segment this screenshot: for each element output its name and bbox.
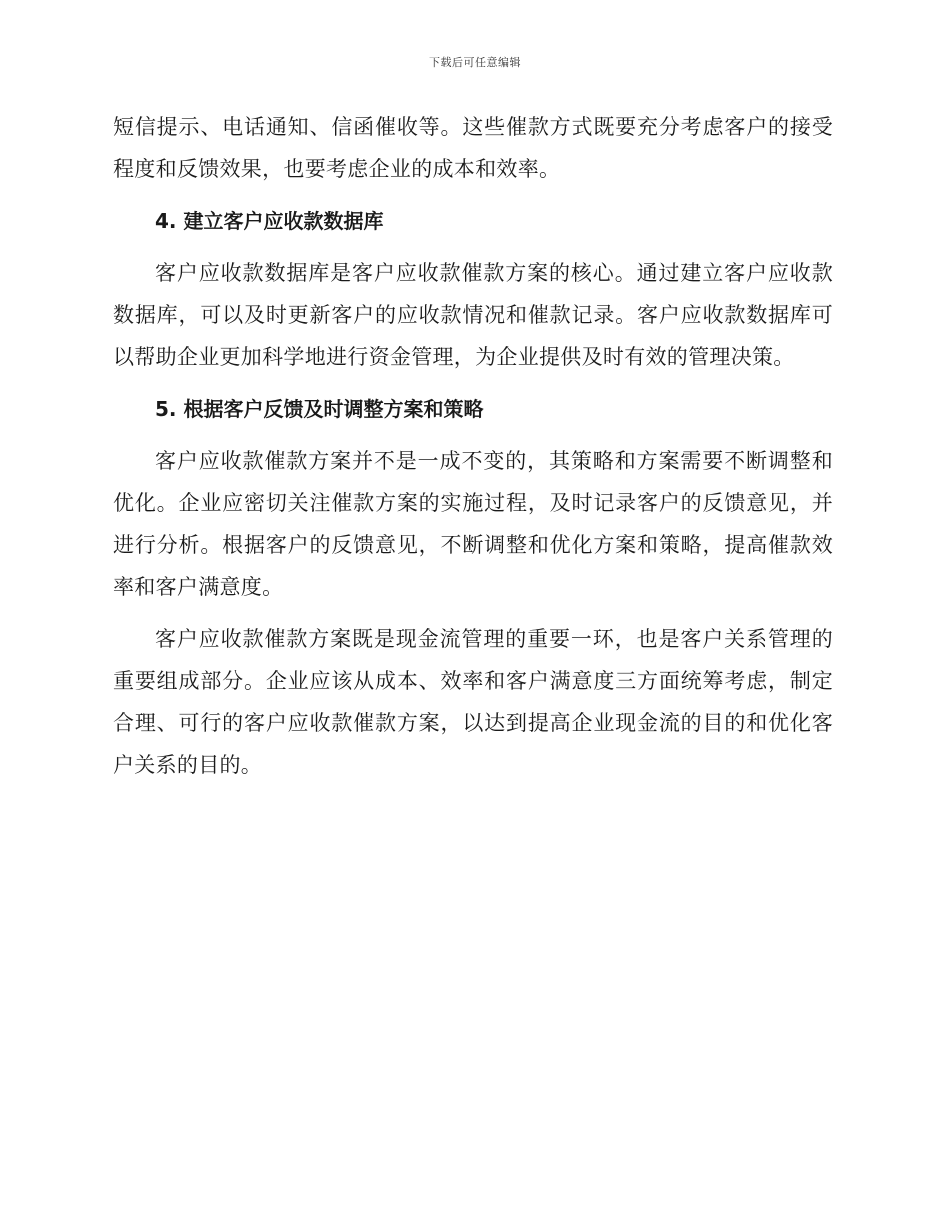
paragraph-conclusion: 客户应收款催款方案既是现金流管理的重要一环，也是客户关系管理的重要组成部分。企业应该从成本、效率和客户满意度三方面统筹考虑，制定合理、可行的客户应收款催款方案，以达到提高企业现金流的目的和优化客户关系的目的。 <box>113 627 833 777</box>
paragraph-adjust-strategy: 客户应收款催款方案并不是一成不变的，其策略和方案需要不断调整和优化。企业应密切关注催款方案的实施过程，及时记录客户的反馈意见，并进行分析。根据客户的反馈意见，不断调整和优化方案和策略，提高催款效率和客户满意度。 <box>113 449 833 599</box>
page-header-note: 下载后可任意编辑 <box>429 56 521 69</box>
paragraph-database: 客户应收款数据库是客户应收款催款方案的核心。通过建立客户应收款数据库，可以及时更新客户的应收款情况和催款记录。客户应收款数据库可以帮助企业更加科学地进行资金管理，为企业提供及时有效的管理决策。 <box>113 261 833 369</box>
document-body <box>113 106 833 786</box>
section-heading-5: 5. 根据客户反馈及时调整方案和策略 <box>155 397 484 421</box>
section-heading-4: 4. 建立客户应收款数据库 <box>155 209 384 233</box>
paragraph-continuation: 短信提示、电话通知、信函催收等。这些催款方式既要充分考虑客户的接受程度和反馈效果，也要考虑企业的成本和效率。 <box>113 115 833 181</box>
